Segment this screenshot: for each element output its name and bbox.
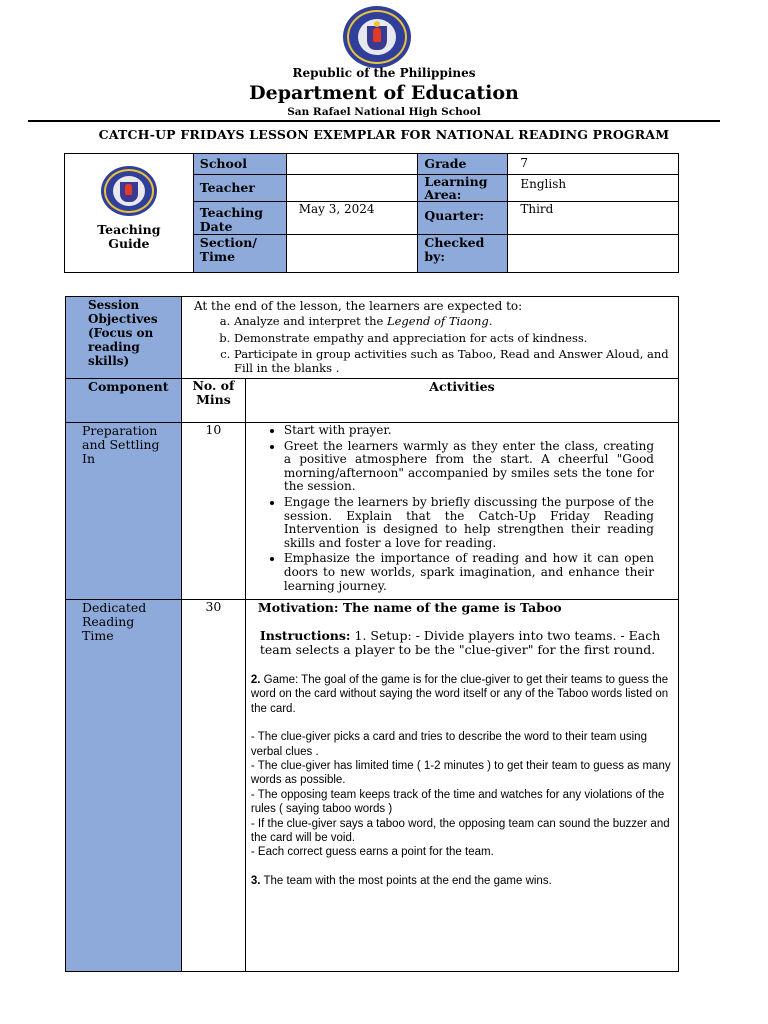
- rule-item: - The clue-giver picks a card and tries to describe the word to their team using verbal clues .: [250, 731, 647, 758]
- checked-by-value: [508, 235, 679, 273]
- component-header-cell: [66, 379, 182, 423]
- quarter-value: Third: [508, 202, 679, 235]
- prep-activities-list: [246, 424, 654, 593]
- drt-mins: 30: [205, 599, 222, 614]
- mins-header-cell: [181, 379, 245, 423]
- prep-activity-item: • Greet the learners warmly as they enter the class, creating a positive atmosphere from the start. A cheerful "Good morning/afternoon" accompanied by smiles sets the tone for the session.: [284, 440, 654, 494]
- republic-text: Republic of the Philippines: [292, 66, 476, 80]
- teaching-guide-label: Teaching Guide: [97, 222, 161, 251]
- grade-label: Grade: [418, 154, 508, 175]
- objective-item: c. Participate in group activities such as Taboo, Read and Answer Aloud, and Fill in the blanks .: [234, 348, 672, 375]
- grade-value: 7: [508, 154, 679, 175]
- drt-activities-cell: [245, 600, 678, 972]
- checked-by-label: Checked by:: [418, 235, 508, 273]
- drt-label-cell: [66, 600, 182, 972]
- prep-activity-item: • Start with prayer.: [284, 424, 654, 438]
- objectives-intro: At the end of the lesson, the learners are expected to:: [193, 299, 523, 313]
- drt-mins-cell: [181, 600, 245, 972]
- header-divider: [28, 120, 720, 122]
- rule-item: - The clue-giver has limited time ( 1-2 minutes ) to get their team to guess as many words as possible.: [250, 760, 671, 787]
- game-paragraph: 2. Game: The goal of the game is for the clue-giver to get their teams to guess the word on the card without saying the word itself or any of the Taboo words listed on the card.: [250, 674, 669, 715]
- component-header: Component: [88, 379, 169, 394]
- prep-mins: 10: [205, 422, 222, 437]
- prep-mins-cell: [181, 423, 245, 600]
- activities-header-cell: [245, 379, 678, 423]
- school-value: [286, 154, 418, 175]
- objective-item: a. Analyze and interpret the Legend of Tiaong.: [234, 315, 672, 329]
- drt-label: Dedicated Reading Time: [82, 600, 147, 643]
- rule-item: - If the clue-giver says a taboo word, the opposing team can sound the buzzer and the card will be void.: [250, 817, 670, 845]
- prep-label: Preparation and Settling In: [82, 423, 160, 466]
- teaching-info-table: [64, 153, 679, 273]
- teaching-date-label: Teaching Date: [193, 202, 286, 235]
- department-title: Department of Education: [249, 82, 519, 104]
- objective-item: b. Demonstrate empathy and appreciation for acts of kindness.: [234, 332, 672, 346]
- rule-item: - The opposing team keeps track of the time and watches for any violations of the rules ( saying taboo words ): [250, 788, 665, 816]
- rule-item: - Each correct guess earns a point for the team.: [250, 846, 494, 859]
- objectives-list: [194, 315, 672, 375]
- lesson-table: [65, 296, 679, 972]
- drt-content: [246, 600, 678, 888]
- deped-seal-small-logo: [101, 166, 157, 216]
- win-paragraph: 3. The team with the most points at the end the game wins.: [250, 874, 552, 887]
- section-time-label: Section/ Time: [193, 235, 286, 273]
- prep-activities-cell: [245, 423, 678, 600]
- mins-header: No. of Mins: [192, 378, 235, 407]
- instructions-paragraph: Instructions: 1. Setup: - Divide players into two teams. - Each team selects a player to be the "clue-giver" for the first round.: [259, 628, 661, 657]
- school-label: School: [193, 154, 286, 175]
- objectives-label: Session Objectives (Focus on reading skills): [88, 298, 158, 368]
- learning-area-label: Learning Area:: [418, 175, 508, 202]
- document-title: CATCH-UP FRIDAYS LESSON EXEMPLAR FOR NATIONAL READING PROGRAM: [98, 127, 670, 142]
- objectives-label-cell: [66, 297, 182, 379]
- activities-header: Activities: [429, 379, 495, 394]
- quarter-label: Quarter:: [418, 202, 508, 235]
- deped-seal-logo: [343, 6, 411, 68]
- motivation-heading: Motivation: The name of the game is Taboo: [257, 600, 562, 615]
- school-name: San Rafael National High School: [287, 106, 481, 118]
- prep-activity-item: • Engage the learners by briefly discussing the purpose of the session. Explain that the Catch-Up Friday Reading Intervention is designed to help strengthen their reading skills and foster a love for reading.: [284, 496, 654, 550]
- section-time-value: [286, 235, 418, 273]
- prep-activity-item: • Emphasize the importance of reading and how it can open doors to new worlds, spark imagination, and enhance their learning journey.: [284, 552, 654, 593]
- learning-area-value: English: [508, 175, 679, 202]
- prep-label-cell: [66, 423, 182, 600]
- objectives-cell: [181, 297, 678, 379]
- teaching-date-value: May 3, 2024: [286, 202, 418, 235]
- teacher-label: Teacher: [193, 175, 286, 202]
- instructions-label: Instructions:: [259, 628, 351, 643]
- teaching-guide-cell: [65, 154, 194, 273]
- teacher-value: [286, 175, 418, 202]
